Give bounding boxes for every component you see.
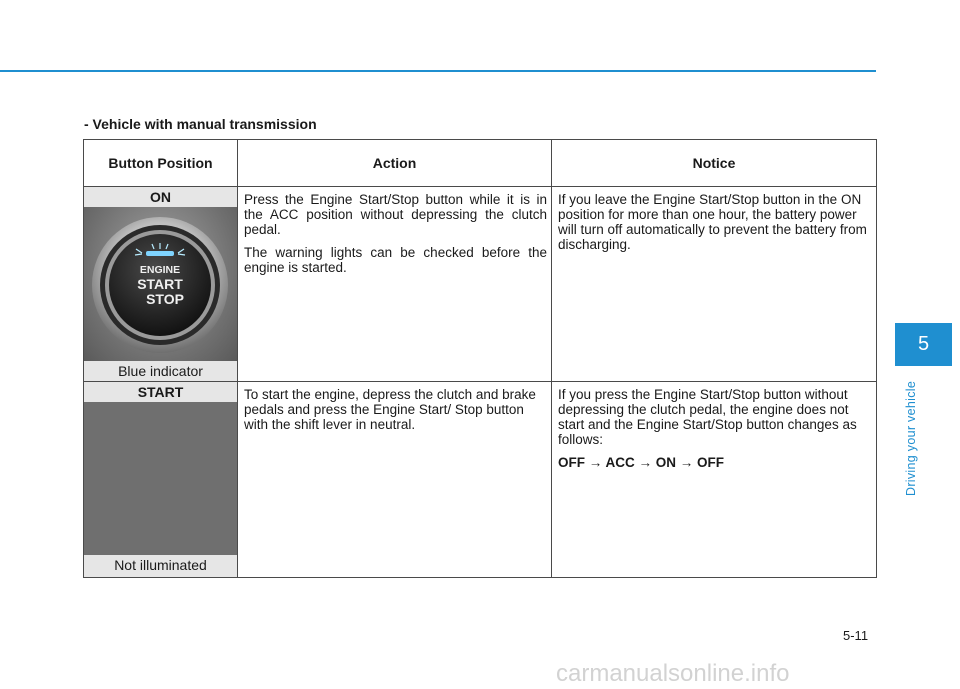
chapter-label	[902, 370, 922, 496]
indicator-caption-on: Blue indicator	[84, 361, 237, 381]
notice-cell-start	[552, 382, 877, 578]
chapter-number-tab: 5	[895, 323, 952, 366]
notice-text: If you leave the Engine Start/Stop button in the ON position for more than one hour, the battery power will turn off automatically to prevent the battery from discharging.	[558, 192, 867, 252]
start-image-placeholder	[84, 402, 237, 555]
notice-text: If you press the Engine Start/Stop button without depressing the clutch pedal, the engine does not start and the Engine Start/Stop button changes as follows:	[558, 387, 857, 447]
button-text-stop: STOP	[146, 291, 184, 307]
action-text: Press the Engine Start/Stop button while it is in the ACC position without depressing the clutch pedal.	[244, 192, 547, 237]
position-cell-start	[84, 382, 238, 578]
action-text: To start the engine, depress the clutch and brake pedals and press the Engine Start/ Stop button with the shift lever in neutral.	[244, 387, 536, 432]
header-button-position: Button Position	[84, 140, 238, 187]
button-text-start: START	[137, 276, 183, 292]
table-row-start	[84, 382, 877, 578]
section-title: - Vehicle with manual transmission	[84, 116, 317, 132]
position-label-start: START	[84, 382, 237, 402]
state-sequence: OFF → ACC → ON → OFF	[558, 455, 724, 470]
page-number: 5-11	[843, 628, 869, 643]
table-row-on	[84, 187, 877, 382]
action-cell-on	[238, 187, 552, 382]
chapter-label-text: Driving your vehicle	[904, 380, 918, 496]
position-label-on: ON	[84, 187, 237, 207]
table-header-row	[84, 140, 877, 187]
button-text-engine: ENGINE	[139, 264, 181, 276]
engine-start-button-image	[84, 207, 237, 361]
position-cell-on	[84, 187, 238, 382]
watermark: carmanualsonline.info	[556, 660, 790, 687]
header-action: Action	[238, 140, 552, 187]
notice-cell-on	[552, 187, 877, 382]
indicator-caption-start: Not illuminated	[84, 555, 237, 575]
header-notice: Notice	[552, 140, 877, 187]
action-text: The warning lights can be checked before the engine is started.	[244, 245, 547, 275]
engine-start-button-icon	[84, 207, 237, 361]
button-position-table	[83, 139, 877, 578]
action-cell-start	[238, 382, 552, 578]
header-rule	[0, 70, 876, 72]
